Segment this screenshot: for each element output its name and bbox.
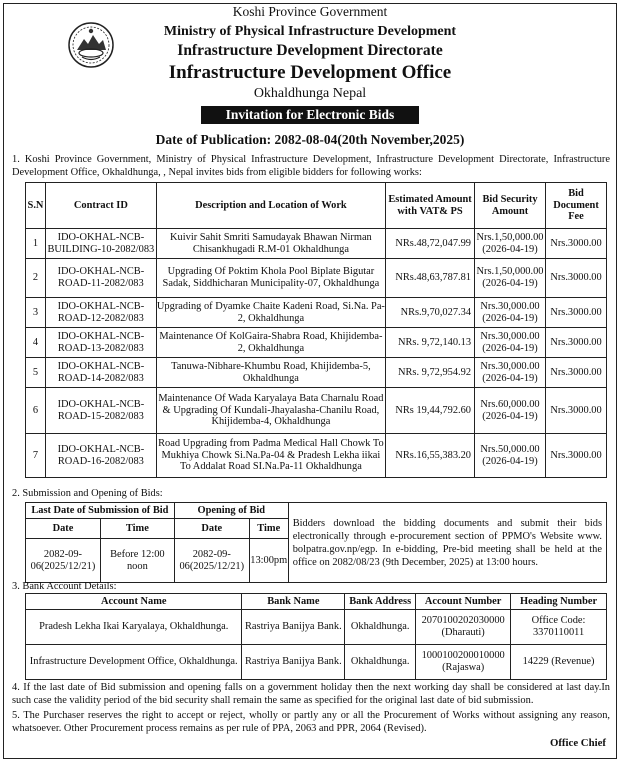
column-sn: S.N <box>26 183 46 229</box>
bank-address: Okhaldhunga. <box>345 610 416 645</box>
row-document-fee: Nrs.3000.00 <box>546 229 607 259</box>
row-document-fee: Nrs.3000.00 <box>546 259 607 298</box>
row-bid-security <box>475 229 546 259</box>
row-document-fee: Nrs.3000.00 <box>546 388 607 434</box>
office-heading: Infrastructure Development Office <box>168 62 452 83</box>
security-amount: Nrs.30,000.00 <box>480 330 540 342</box>
bank-address: Okhaldhunga. <box>345 645 416 680</box>
row-bid-security <box>475 388 546 434</box>
column-bid-security: Bid Security Amount <box>475 183 546 229</box>
security-date: (2026-04-19) <box>482 243 538 255</box>
row-description: Maintenance Of KolGaira-Shabra Road, Khijidemba-2, Okhaldhunga <box>156 328 385 358</box>
security-amount: Nrs.30,000.00 <box>480 360 540 372</box>
submission-date-label: Date <box>26 519 101 539</box>
opening-date: 2082-09-06(2025/12/21) <box>174 539 249 583</box>
security-amount: Nrs.50,000.00 <box>480 443 540 455</box>
table-row <box>26 358 607 388</box>
security-amount: Nrs.1,50,000.00 <box>476 231 544 243</box>
bank-account-table <box>25 593 607 680</box>
column-estimated-amount: Estimated Amount with VAT& PS <box>386 183 475 229</box>
row-document-fee: Nrs.3000.00 <box>546 298 607 328</box>
row-amount: NRs. 9,72,954.92 <box>386 358 475 388</box>
table-row <box>26 328 607 358</box>
last-date-header: Last Date of Submission of Bid <box>26 503 175 519</box>
row-description: Upgrading Of Poktim Khola Pool Biplate Bigutar Sadak, Siddhicharan Municipality-07, Okhaldhunga <box>156 259 385 298</box>
column-document-fee: Bid Document Fee <box>546 183 607 229</box>
table-row <box>26 259 607 298</box>
submission-time: Before 12:00 noon <box>100 539 174 583</box>
table-row <box>26 434 607 478</box>
row-document-fee: Nrs.3000.00 <box>546 434 607 478</box>
row-amount: NRs.48,72,047.99 <box>386 229 475 259</box>
table-row <box>26 229 607 259</box>
opening-time-label: Time <box>249 519 288 539</box>
opening-header: Opening of Bid <box>174 503 288 519</box>
submission-date: 2082-09-06(2025/12/21) <box>26 539 101 583</box>
row-bid-security <box>475 328 546 358</box>
bank-name: Rastriya Banijya Bank. <box>242 610 345 645</box>
row-description: Upgrading of Dyamke Chaite Kadeni Road, Si.Na. Pa-2, Okhaldhunga <box>156 298 385 328</box>
bank-header-row <box>26 594 607 610</box>
row-description: Kuivir Sahit Smriti Samudayak Bhawan Nirman Chisankhugadi R.M-01 Okhaldhunga <box>156 229 385 259</box>
row-description: Maintenance Of Wada Karyalaya Bata Charnalu Road & Upgrading Of Kundali-Jhayalasha-Chanilu Road, Khijidemba-4, Okhaldhunga <box>156 388 385 434</box>
account-number-value: 2070100202030000 <box>421 615 505 626</box>
row-contract-id: IDO-OKHAL-NCB-ROAD-14-2082/083 <box>45 358 156 388</box>
submission-time-label: Time <box>100 519 174 539</box>
row-contract-id: IDO-OKHAL-NCB-ROAD-16-2082/083 <box>45 434 156 478</box>
row-sn: 5 <box>26 358 46 388</box>
row-amount: NRs.9,70,027.34 <box>386 298 475 328</box>
province-government-heading: Koshi Province Government <box>232 4 388 19</box>
section-2-title: 2. Submission and Opening of Bids: <box>12 488 163 499</box>
table-row <box>26 298 607 328</box>
bid-schedule-header-row <box>26 503 607 519</box>
row-document-fee: Nrs.3000.00 <box>546 328 607 358</box>
column-bank-name: Bank Name <box>242 594 345 610</box>
row-sn: 2 <box>26 259 46 298</box>
account-number <box>416 645 511 680</box>
security-amount: Nrs.30,000.00 <box>480 300 540 312</box>
account-number-value: 1000100200010000 <box>421 650 505 661</box>
heading-number-value: 3370110011 <box>532 627 585 638</box>
row-bid-security <box>475 358 546 388</box>
row-amount: NRs 19,44,792.60 <box>386 388 475 434</box>
contracts-header-row <box>26 183 607 229</box>
security-date: (2026-04-19) <box>482 455 538 467</box>
row-contract-id: IDO-OKHAL-NCB-BUILDING-10-2082/083 <box>45 229 156 259</box>
column-description: Description and Location of Work <box>156 183 385 229</box>
row-description: Road Upgrading from Padma Medical Hall Chowk To Mukhiya Chowk Si.Na.Pa-04 & Pradesh Lekha iikai To Addalat Road SI.Na.Pa-11 Okhaldhunga <box>156 434 385 478</box>
column-account-name: Account Name <box>26 594 242 610</box>
row-contract-id: IDO-OKHAL-NCB-ROAD-13-2082/083 <box>45 328 156 358</box>
heading-number-label: Office Code: <box>531 615 586 626</box>
account-number-type: (Dharauti) <box>441 627 485 638</box>
table-row <box>26 388 607 434</box>
security-date: (2026-04-19) <box>482 312 538 324</box>
section-1-intro: 1. Koshi Province Government, Ministry of Physical Infrastructure Development, Infrastructure Development Directorate, Infrastructure Development Office, Okhaldhunga, , Nepal invites bids from eligible bidders for following works: <box>12 154 610 178</box>
bank-name: Rastriya Banijya Bank. <box>242 645 345 680</box>
account-name: Infrastructure Development Office, Okhaldhunga. <box>26 645 242 680</box>
opening-date-label: Date <box>174 519 249 539</box>
invitation-banner: Invitation for Electronic Bids <box>201 106 419 124</box>
publication-date: Date of Publication: 2082-08-04(20th November,2025) <box>155 132 465 147</box>
row-amount: NRs.48,63,787.81 <box>386 259 475 298</box>
section-4-holiday-clause: 4. If the last date of Bid submission and opening falls on a government holiday then the next working day shall be considered at last day.In such case the validity period of the bid security shall remain the same as specified for the original last date of bid submission. <box>12 682 610 706</box>
heading-number: 14229 (Revenue) <box>511 645 607 680</box>
row-contract-id: IDO-OKHAL-NCB-ROAD-11-2082/083 <box>45 259 156 298</box>
account-name: Pradesh Lekha Ikai Karyalaya, Okhaldhunga. <box>26 610 242 645</box>
row-sn: 1 <box>26 229 46 259</box>
column-contract-id: Contract ID <box>45 183 156 229</box>
row-bid-security <box>475 434 546 478</box>
bid-instructions-note: Bidders download the bidding documents and submit their bids electronically through e-procurement section of PPMO's Website www. bolpatra.gov.np/egp. In e-bidding, Pre-bid meeting shall be held at the office on 2082/08/23 (9th December, 2025) at 13:00 hours. <box>288 503 606 583</box>
account-number <box>416 610 511 645</box>
security-amount: Nrs.1,50,000.00 <box>476 266 544 277</box>
location-heading: Okhaldhunga Nepal <box>253 86 367 101</box>
row-bid-security <box>475 259 546 298</box>
ministry-heading: Ministry of Physical Infrastructure Development <box>163 24 457 39</box>
table-row <box>26 645 607 680</box>
column-bank-address: Bank Address <box>345 594 416 610</box>
bid-schedule-table <box>25 502 607 583</box>
table-row <box>26 610 607 645</box>
row-contract-id: IDO-OKHAL-NCB-ROAD-15-2082/083 <box>45 388 156 434</box>
row-sn: 6 <box>26 388 46 434</box>
row-document-fee: Nrs.3000.00 <box>546 358 607 388</box>
contracts-table <box>25 182 607 478</box>
row-bid-security <box>475 298 546 328</box>
security-amount: Nrs.60,000.00 <box>480 398 540 410</box>
row-description: Tanuwa-Nibhare-Khumbu Road, Khijidemba-5, Okhaldhunga <box>156 358 385 388</box>
section-5-rights-clause: 5. The Purchaser reserves the right to accept or reject, wholly or partly any or all the Procurement of Works without assigning any reason, whatsoever. Other Procurement process remains as per rule of PPA, 2063 and PPR, 2064 (Revised). <box>12 710 610 734</box>
column-heading-number: Heading Number <box>511 594 607 610</box>
heading-number <box>511 610 607 645</box>
security-date: (2026-04-19) <box>482 372 538 384</box>
security-date: (2026-04-19) <box>482 342 538 354</box>
opening-time: 13:00pm <box>249 539 288 583</box>
row-amount: NRs. 9,72,140.13 <box>386 328 475 358</box>
security-date: (2026-04-19) <box>482 410 538 422</box>
row-sn: 4 <box>26 328 46 358</box>
office-chief-signature: Office Chief <box>549 737 606 749</box>
directorate-heading: Infrastructure Development Directorate <box>177 42 443 59</box>
account-number-type: (Rajaswa) <box>442 662 485 673</box>
section-3-title: 3. Bank Account Details: <box>12 581 117 592</box>
row-contract-id: IDO-OKHAL-NCB-ROAD-12-2082/083 <box>45 298 156 328</box>
security-date: (2026-04-19) <box>482 278 538 289</box>
row-amount: NRs.16,55,383.20 <box>386 434 475 478</box>
row-sn: 3 <box>26 298 46 328</box>
row-sn: 7 <box>26 434 46 478</box>
column-account-number: Account Number <box>416 594 511 610</box>
